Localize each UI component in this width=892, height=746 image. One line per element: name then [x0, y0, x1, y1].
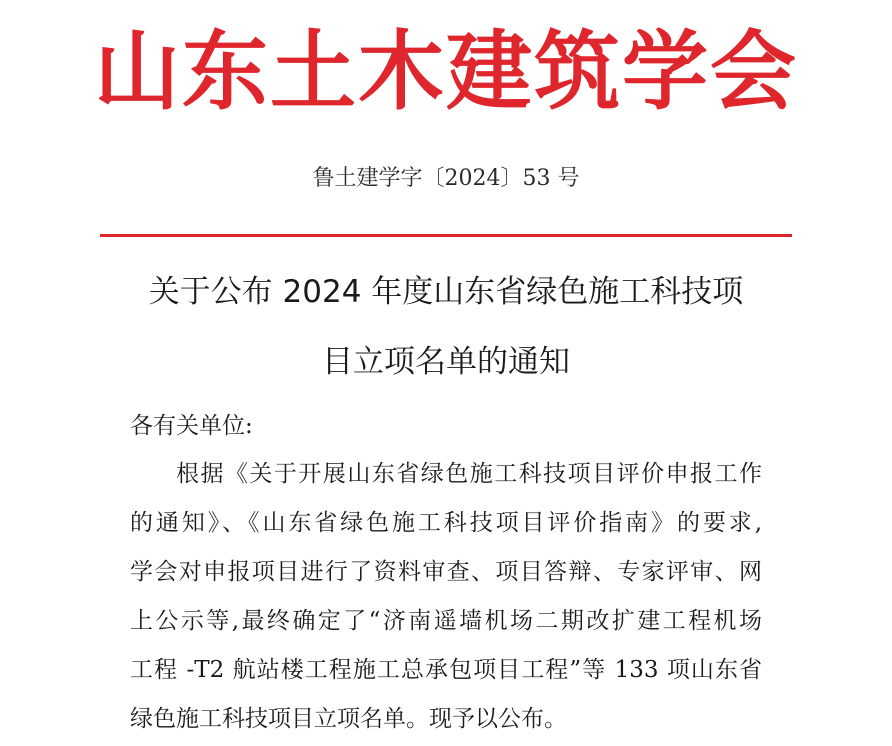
salutation: 各有关单位: — [130, 413, 253, 439]
body-paragraph-line: 绿色施工科技项目立项名单。现予以公布。 — [130, 706, 567, 732]
red-divider-line — [100, 234, 792, 237]
body-paragraph-line: 学会对申报项目进行了资料审查、项目答辩、专家评审、网 — [130, 559, 762, 585]
body-paragraph-line: 上公示等,最终确定了“济南遥墙机场二期改扩建工程机场 — [130, 608, 762, 634]
document-number: 鲁土建学字〔2024〕53 号 — [312, 166, 580, 191]
body-paragraph-line: 根据《关于开展山东省绿色施工科技项目评价申报工作 — [176, 461, 762, 487]
body-paragraph-line: 工程 -T2 航站楼工程施工总承包项目工程”等 133 项山东省 — [130, 657, 762, 683]
body-paragraph-line: 的通知》、《山东省绿色施工科技项目评价指南》的要求, — [130, 510, 762, 536]
notice-title-line-2: 目立项名单的通知 — [322, 344, 570, 380]
org-name-heading: 山东土木建筑学会 — [94, 21, 798, 122]
notice-title-line-1: 关于公布 2024 年度山东省绿色施工科技项 — [148, 274, 744, 310]
